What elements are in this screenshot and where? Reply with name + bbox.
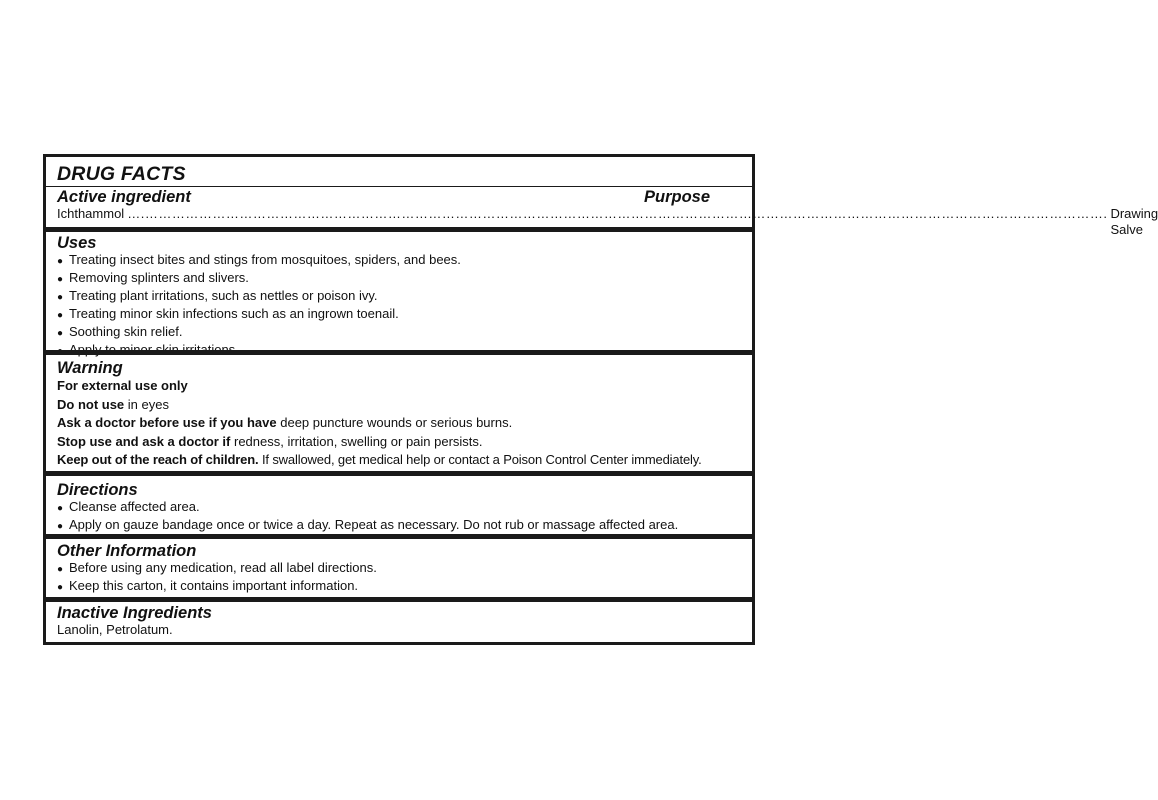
directions-section — [46, 481, 752, 535]
other-information-item: ● Keep this carton, it contains important information. — [57, 578, 744, 596]
purpose-heading: Purpose — [644, 188, 711, 206]
warning-divider — [46, 471, 752, 476]
warning-heading: Warning — [57, 359, 123, 377]
uses-item: ● Treating plant irritations, such as nettles or poison ivy. — [57, 288, 744, 306]
bullet-icon: ● — [57, 521, 64, 532]
warning-external-line: For external use only — [57, 378, 188, 393]
other-information-section — [46, 542, 752, 596]
directions-divider — [46, 534, 752, 539]
uses-item: ● Removing splinters and slivers. — [57, 270, 744, 288]
directions-item: ● Cleanse affected area. — [57, 499, 744, 517]
active-heading-row — [57, 188, 744, 206]
inactive-ingredients-section — [46, 604, 752, 638]
directions-heading: Directions — [57, 481, 138, 499]
title-divider — [46, 186, 752, 187]
bullet-icon: ● — [57, 292, 64, 303]
uses-heading: Uses — [57, 234, 97, 252]
uses-item: ● Treating insect bites and stings from mosquitoes, spiders, and bees. — [57, 252, 744, 270]
uses-section — [46, 234, 752, 360]
bullet-icon: ● — [57, 274, 64, 285]
uses-item: ● Treating minor skin infections such as an ingrown toenail. — [57, 306, 744, 324]
bullet-icon: ● — [57, 564, 64, 575]
ingredient-name: Ichthammol — [57, 206, 125, 221]
dot-leader: ….……………………………………………………………………………………………………………………………………………………………………………………………. — [127, 206, 1108, 221]
inactive-ingredients-text: Lanolin, Petrolatum. — [57, 622, 173, 637]
uses-divider — [46, 350, 752, 355]
warning-ask-doctor-line: Ask a doctor before use if you have deep puncture wounds or serious burns. — [57, 415, 513, 430]
other-information-heading: Other Information — [57, 542, 197, 560]
active-divider — [46, 227, 752, 232]
warning-stop-use-line: Stop use and ask a doctor if redness, irritation, swelling or pain persists. — [57, 433, 483, 449]
other-information-divider — [46, 597, 752, 602]
inactive-ingredients-heading: Inactive Ingredients — [57, 604, 212, 622]
bullet-icon: ● — [57, 310, 64, 321]
warning-section — [46, 359, 752, 470]
uses-item: ● Soothing skin relief. — [57, 324, 744, 342]
drug-facts-header — [46, 163, 752, 185]
bullet-icon: ● — [57, 582, 64, 593]
warning-keep-out-line: Keep out of the reach of children. If swallowed, get medical help or contact a Poison Control Center immediately. — [57, 452, 702, 467]
bullet-icon: ● — [57, 503, 64, 514]
ingredient-purpose: Drawing Salve — [1110, 206, 1158, 237]
bullet-icon: ● — [57, 328, 64, 339]
other-information-item: ● Before using any medication, read all label directions. — [57, 560, 744, 578]
warning-donot-line: Do not use in eyes — [57, 396, 169, 412]
drug-facts-panel — [43, 154, 1158, 645]
drug-facts-title: DRUG FACTS — [57, 163, 186, 185]
bullet-icon: ● — [57, 256, 64, 267]
directions-item: ● Apply on gauze bandage once or twice a day. Repeat as necessary. Do not rub or massage affected area. — [57, 517, 744, 535]
active-ingredient-heading: Active ingredient — [57, 188, 191, 206]
